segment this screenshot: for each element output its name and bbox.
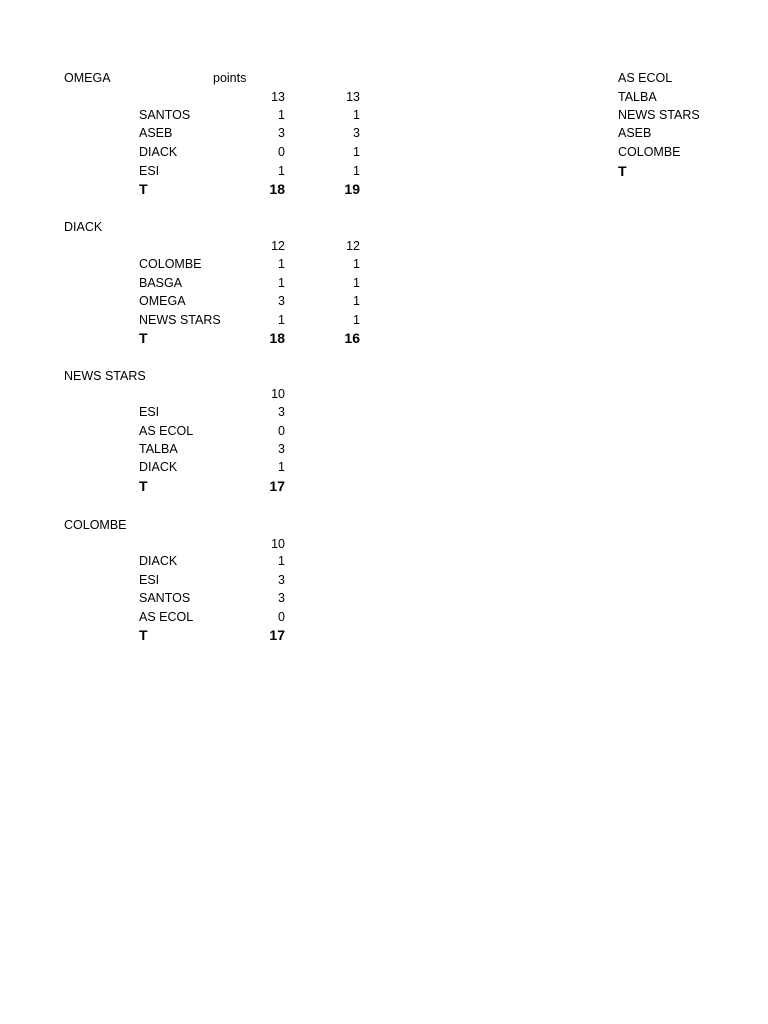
base-points-col2: 13 [346,90,360,104]
side-list-total-label: T [618,163,627,179]
total-label: T [139,330,148,346]
base-points-col1: 13 [271,90,285,104]
team-name-colombe: COLOMBE [64,518,127,532]
opponent-name: DIACK [139,554,178,568]
opponent-points-col1: 1 [278,164,285,178]
team-name-news-stars: NEWS STARS [64,369,146,383]
total-points-col1: 18 [269,330,285,346]
side-list-item: TALBA [618,90,657,104]
side-list-item: COLOMBE [618,145,681,159]
opponent-name: ESI [139,164,160,178]
opponent-points-col1: 0 [278,610,285,624]
opponent-name: ESI [139,405,160,419]
base-points-col1: 10 [271,537,285,551]
opponent-points-col2: 1 [353,313,360,327]
total-label: T [139,478,148,494]
opponent-points-col2: 1 [353,276,360,290]
base-points-col1: 12 [271,239,285,253]
total-points-col1: 17 [269,478,285,494]
total-points-col1: 17 [269,627,285,643]
opponent-points-col2: 1 [353,294,360,308]
base-points-col2: 12 [346,239,360,253]
opponent-points-col1: 3 [278,591,285,605]
opponent-points-col1: 3 [278,573,285,587]
opponent-name: COLOMBE [139,257,202,271]
opponent-name: ESI [139,573,160,587]
opponent-points-col1: 1 [278,313,285,327]
side-list-item: AS ECOL [618,71,673,85]
total-label: T [139,181,148,197]
team-name-diack: DIACK [64,220,103,234]
total-points-col2: 16 [344,330,360,346]
opponent-points-col1: 1 [278,108,285,122]
opponent-points-col1: 3 [278,442,285,456]
opponent-points-col2: 1 [353,145,360,159]
opponent-points-col2: 1 [353,257,360,271]
opponent-name: SANTOS [139,108,191,122]
opponent-name: AS ECOL [139,424,194,438]
opponent-points-col1: 1 [278,276,285,290]
total-label: T [139,627,148,643]
base-points-col1: 10 [271,387,285,401]
opponent-points-col1: 0 [278,145,285,159]
opponent-name: OMEGA [139,294,186,308]
opponent-points-col1: 3 [278,405,285,419]
opponent-name: NEWS STARS [139,313,221,327]
opponent-points-col2: 1 [353,108,360,122]
opponent-name: ASEB [139,126,173,140]
opponent-points-col1: 3 [278,126,285,140]
opponent-name: DIACK [139,145,178,159]
opponent-name: SANTOS [139,591,191,605]
opponent-points-col2: 1 [353,164,360,178]
opponent-name: TALBA [139,442,178,456]
points-header: points [213,71,247,85]
opponent-points-col1: 1 [278,554,285,568]
opponent-points-col1: 1 [278,257,285,271]
opponent-name: AS ECOL [139,610,194,624]
opponent-points-col1: 3 [278,294,285,308]
opponent-name: BASGA [139,276,183,290]
opponent-points-col1: 0 [278,424,285,438]
total-points-col2: 19 [344,181,360,197]
team-name-omega: OMEGA [64,71,111,85]
opponent-points-col1: 1 [278,460,285,474]
opponent-points-col2: 3 [353,126,360,140]
side-list-item: NEWS STARS [618,108,700,122]
total-points-col1: 18 [269,181,285,197]
opponent-name: DIACK [139,460,178,474]
side-list-item: ASEB [618,126,652,140]
